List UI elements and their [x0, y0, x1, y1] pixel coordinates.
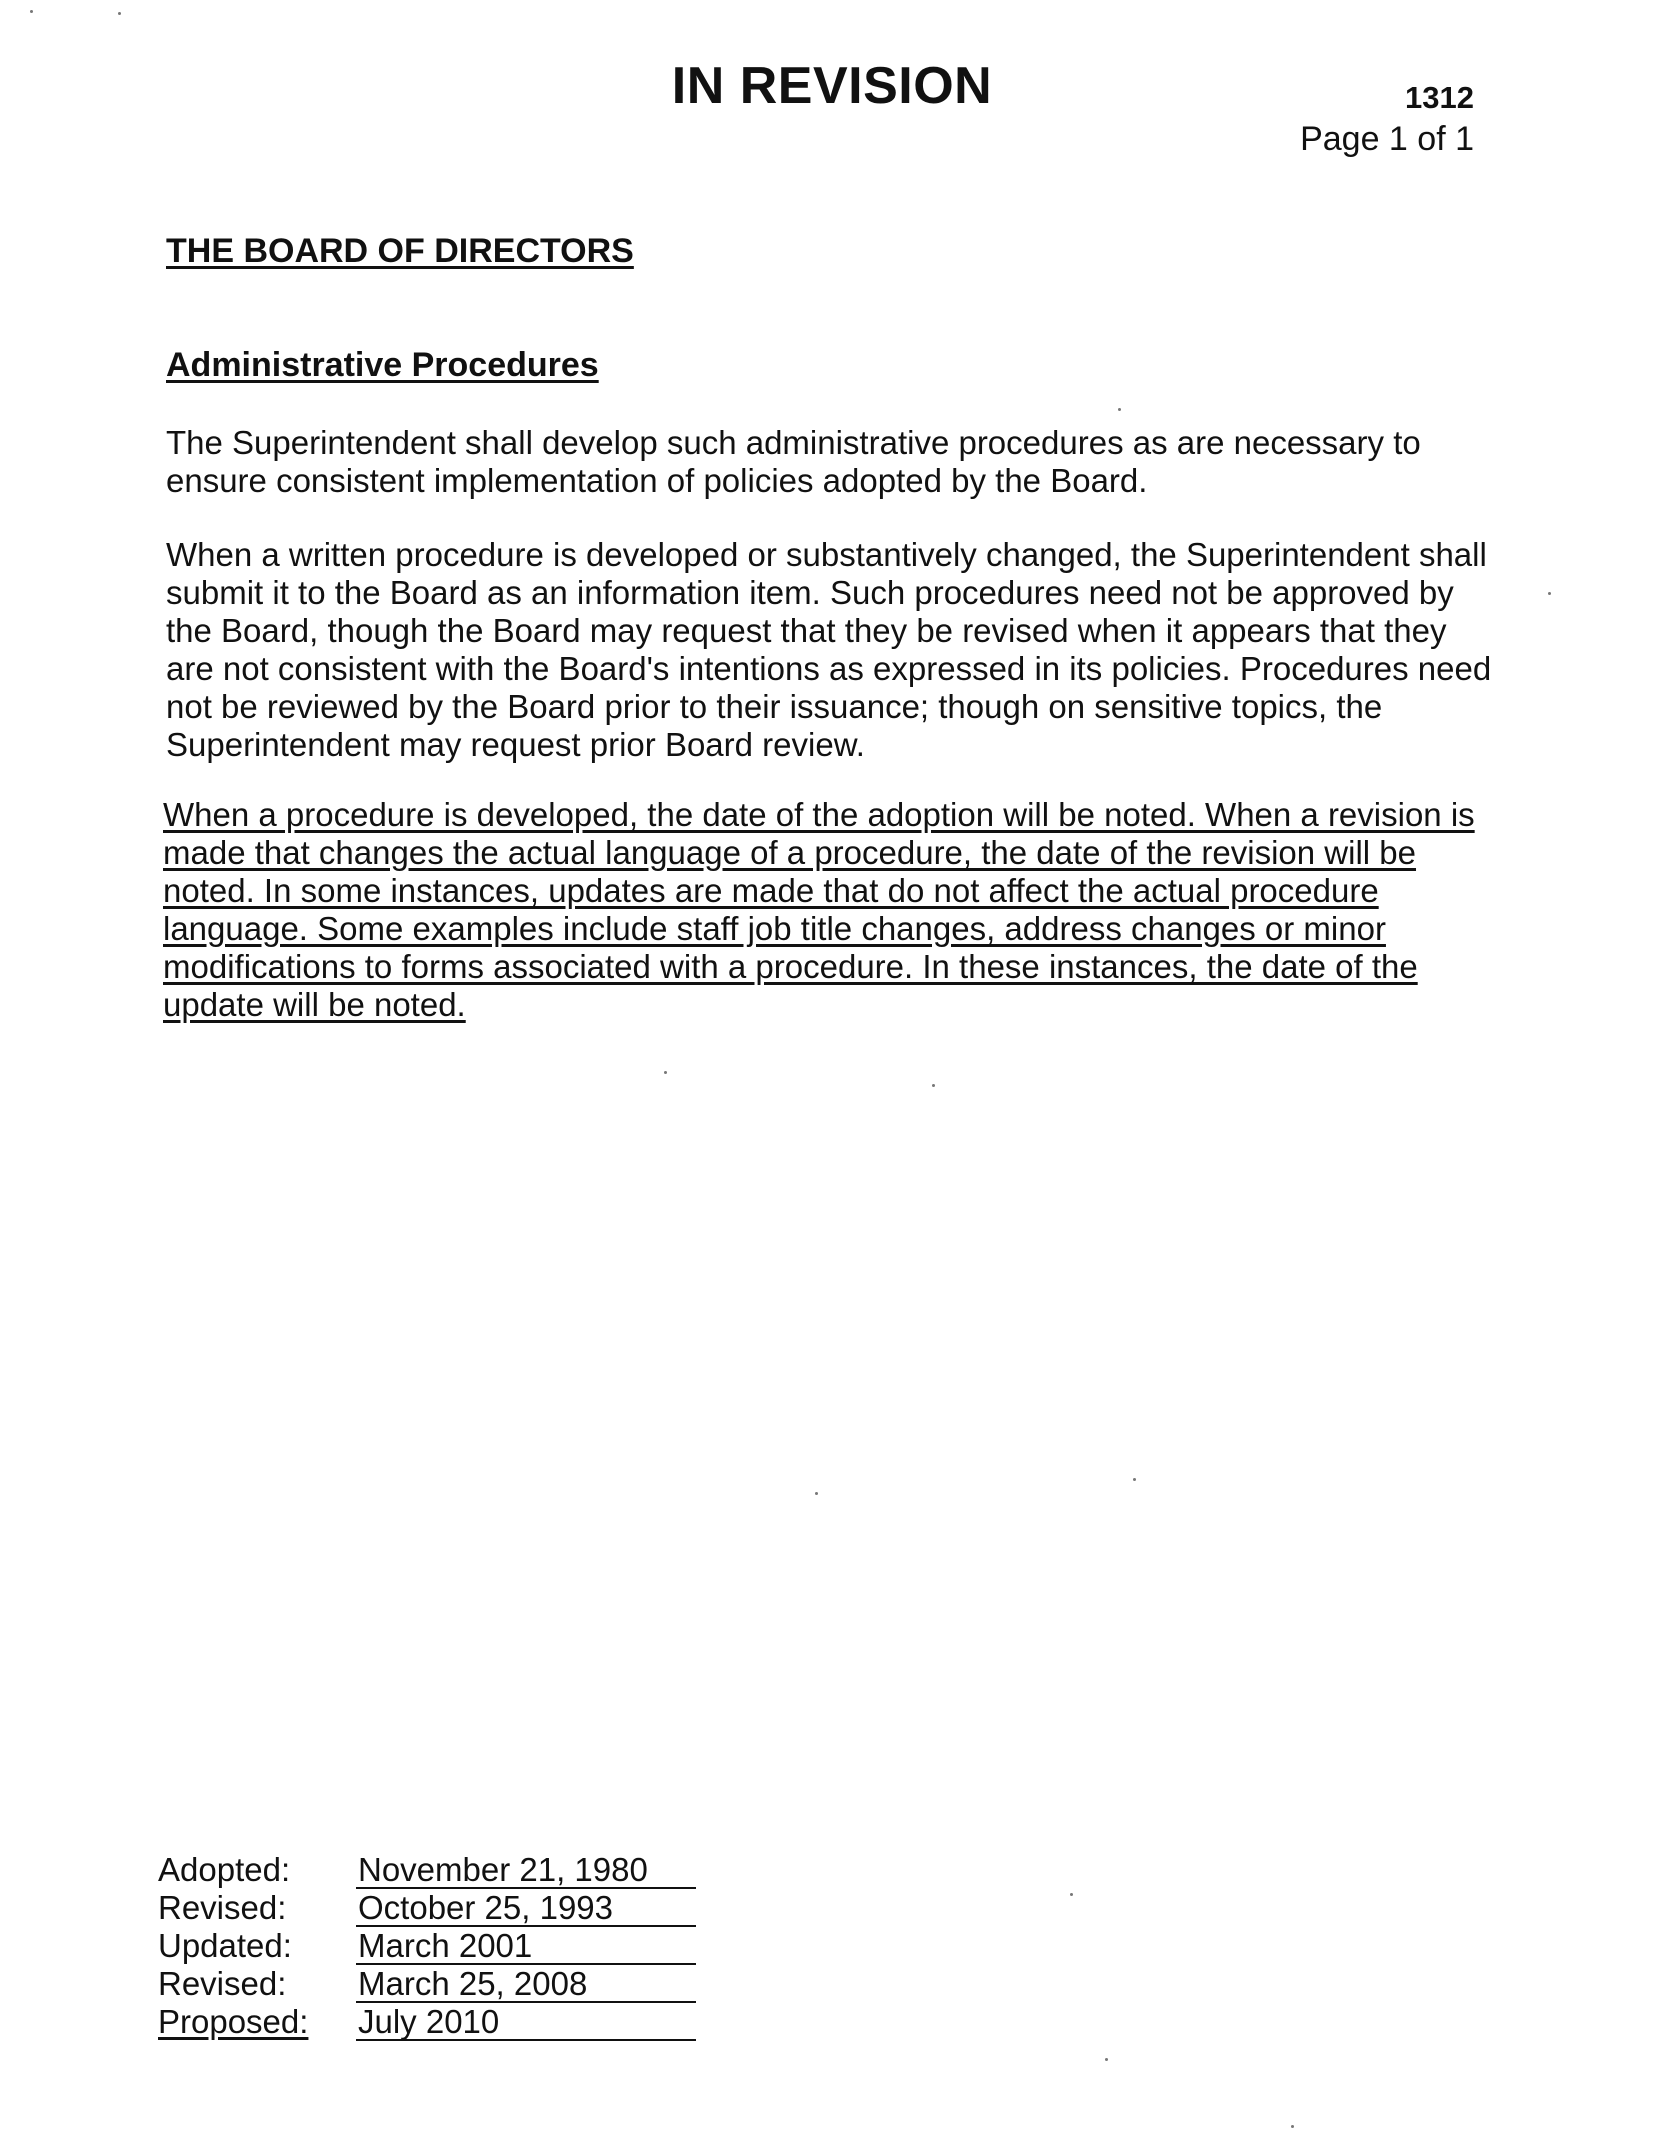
policy-history	[158, 1851, 696, 2041]
paragraph-procedures-development: The Superintendent shall develop such administrative procedures as are necessary to ensure consistent implementation of policies adopted by the Board.	[166, 424, 1421, 499]
scan-speck	[1133, 1478, 1136, 1481]
history-row	[158, 1851, 696, 1889]
history-row	[158, 1965, 696, 2003]
scan-speck	[30, 10, 33, 13]
scan-speck	[664, 1071, 667, 1074]
scan-speck	[1070, 1893, 1073, 1896]
scan-speck	[1548, 592, 1551, 595]
paragraph-procedures-submission: When a written procedure is developed or substantively changed, the Superintendent shall submit it to the Board as an information item. Such procedures need not be approved by the Board, though the Board may request that they be revised when it appears that they are not consistent with the Board's intentions as expressed in its policies. Procedures need not be reviewed by the Board prior to their issuance; though on sensitive topics, the Superintendent may request prior Board review.	[166, 536, 1492, 763]
policy-number: 1312	[1405, 80, 1474, 115]
subsection-title: Administrative Procedures	[166, 346, 599, 384]
history-label: Revised:	[158, 1965, 287, 2002]
history-date: July 2010	[356, 2003, 696, 2041]
history-label: Revised:	[158, 1889, 287, 1926]
section-title: THE BOARD OF DIRECTORS	[166, 232, 634, 270]
revision-status-banner: IN REVISION	[671, 57, 993, 115]
history-label: Adopted:	[158, 1851, 291, 1888]
paragraph-procedure-dates: When a procedure is developed, the date of the adoption will be noted. When a revision is made that changes the actual language of a procedure, the date of the revision will be noted. In some instances, updates are made that do not affect the actual procedure language. Some examples include staff job title changes, address changes or minor modifications to forms associated with a procedure. In these instances, the date of the update will be noted.	[163, 796, 1475, 1023]
history-label: Proposed:	[158, 2003, 309, 2040]
history-date: March 25, 2008	[356, 1965, 696, 2003]
history-date: November 21, 1980	[356, 1851, 696, 1889]
page-indicator: Page 1 of 1	[1300, 120, 1474, 158]
history-row	[158, 1927, 696, 1965]
history-row	[158, 1889, 696, 1927]
scan-speck	[932, 1084, 935, 1087]
scan-speck	[118, 12, 121, 15]
history-row	[158, 2003, 696, 2041]
scan-speck	[1291, 2125, 1294, 2128]
scan-speck	[1105, 2058, 1108, 2061]
history-date: October 25, 1993	[356, 1889, 696, 1927]
history-date: March 2001	[356, 1927, 696, 1965]
scan-speck	[1118, 408, 1121, 411]
scan-speck	[815, 1492, 818, 1495]
history-label: Updated:	[158, 1927, 292, 1964]
